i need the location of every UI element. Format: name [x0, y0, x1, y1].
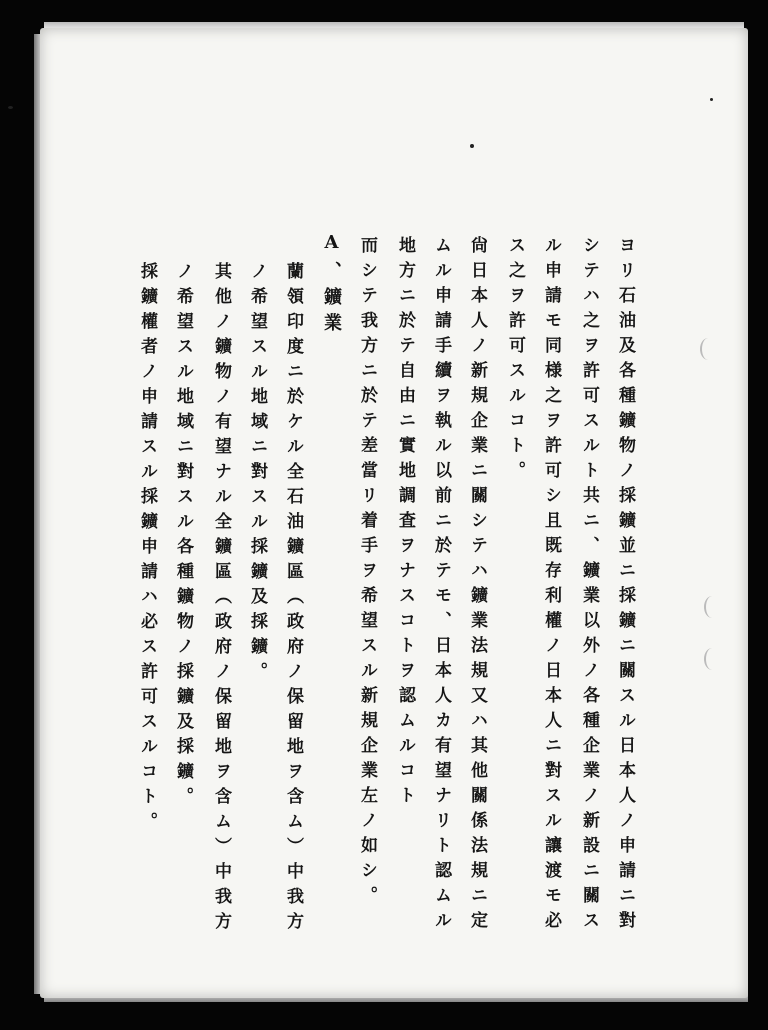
text-column-14: 採鑛權者ノ申請スル採鑛申請ハ必ス許可スルコト。: [137, 262, 157, 837]
ink-speck: [710, 98, 713, 101]
text-column-12: 其他ノ鑛物ノ有望ナル全鑛區（政府ノ保留地ヲ含ム）中我方: [211, 262, 231, 937]
ink-speck: [8, 106, 13, 109]
punch-hole-mark: [704, 648, 720, 670]
text-column-8: 而シテ我方ニ於テ差當リ着手ヲ希望スル新規企業左ノ如シ。: [357, 236, 377, 911]
text-column-2: シテハ之ヲ許可スルト共ニ、鑛業以外ノ各種企業ノ新設ニ關ス: [579, 236, 599, 936]
ink-speck: [470, 144, 474, 148]
text-column-6: ムル申請手續ヲ執ル以前ニ於テモ、日本人カ有望ナリト認ムル: [431, 236, 451, 936]
text-column-3: ル申請モ同様之ヲ許可シ且既存利權ノ日本人ニ對スル讓渡モ必: [541, 236, 561, 936]
punch-hole-mark: [704, 596, 720, 618]
text-column-4: ス之ヲ許可スルコト。: [505, 236, 525, 486]
text-column-1: ヨリ石油及各種鑛物ノ採鑛並ニ採鑛ニ關スル日本人ノ申請ニ對: [615, 236, 635, 936]
text-column-7: 地方ニ於テ自由ニ實地調査ヲナスコトヲ認ムルコト: [395, 236, 415, 811]
text-column-10: 蘭領印度ニ於ケル全石油鑛區（政府ノ保留地ヲ含ム）中我方: [283, 262, 303, 937]
text-column-5: 尙日本人ノ新規企業ニ關シテハ鑛業法規又ハ其他關係法規ニ定: [467, 236, 487, 936]
text-column-13: ノ希望スル地域ニ對スル各種鑛物ノ採鑛及採鑛。: [173, 262, 193, 812]
text-column-11: ノ希望スル地域ニ對スル採鑛及採鑛。: [247, 262, 267, 687]
section-heading-a: A、鑛業: [321, 232, 342, 339]
punch-hole-mark: [700, 338, 716, 360]
